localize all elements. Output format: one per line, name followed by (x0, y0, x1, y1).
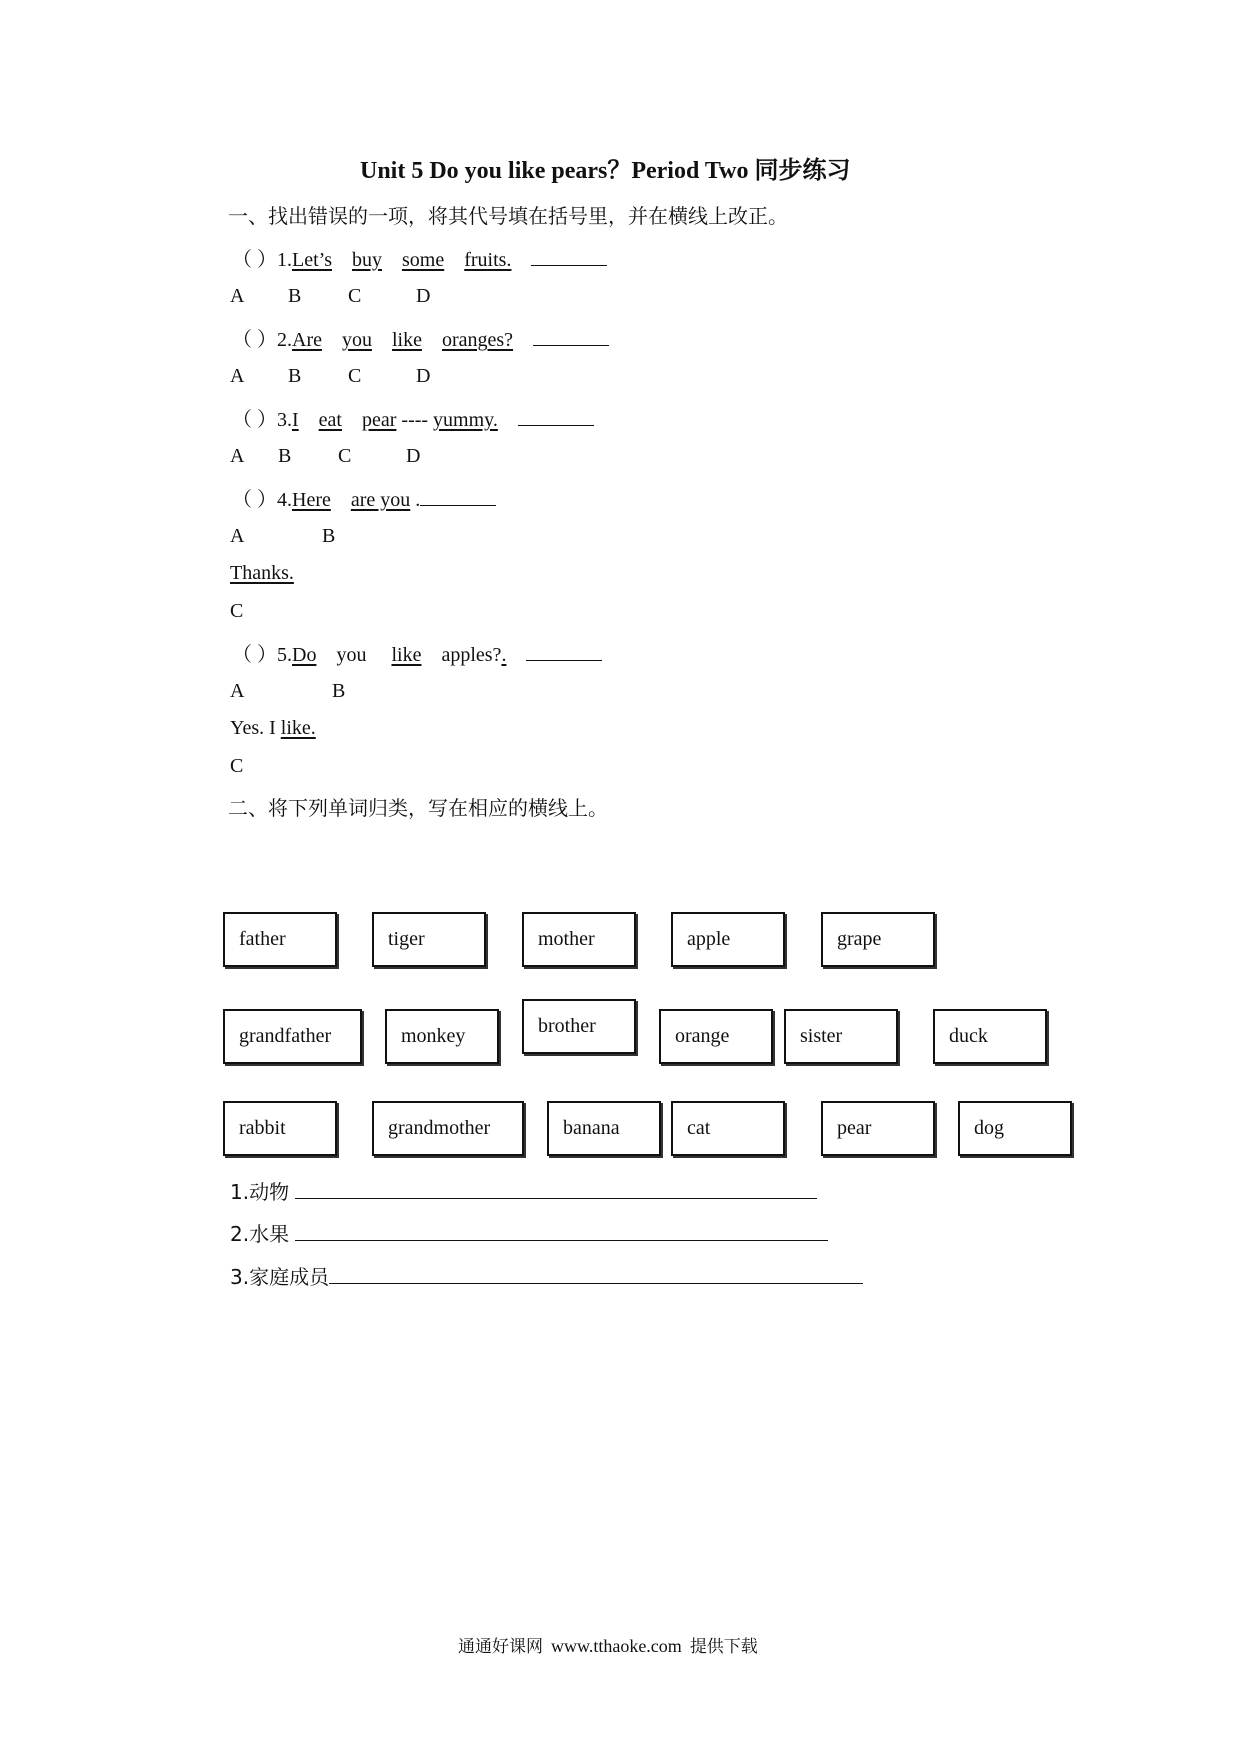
section2-heading: 二、将下列单词归类，写在相应的横线上。 (228, 796, 608, 820)
answer-blank[interactable] (531, 247, 607, 266)
word-box-cat: cat (671, 1101, 785, 1156)
answer-blank[interactable] (518, 407, 594, 426)
word-box-brother: brother (522, 999, 636, 1054)
word-box-orange: orange (659, 1009, 773, 1064)
footer: 通通好课网 www.tthaoke.com 提供下载 (458, 1636, 758, 1657)
page-title: Unit 5 Do you like pears？Period Two 同步练习 (360, 158, 851, 184)
word-box-grape: grape (821, 912, 935, 967)
word-box-mother: mother (522, 912, 636, 967)
category-answer-line[interactable] (295, 1222, 828, 1241)
question-3: （ ）3.I eat pear ---- yummy. (232, 403, 594, 432)
question-4-answer: Thanks. (230, 562, 294, 584)
question-2: （ ）2.Are you like oranges? (232, 323, 609, 352)
word-box-apple: apple (671, 912, 785, 967)
word-box-pear: pear (821, 1101, 935, 1156)
category-family: 3.家庭成员 (230, 1261, 863, 1290)
word-box-rabbit: rabbit (223, 1101, 337, 1156)
question-1: （ ）1.Let’s buy some fruits. (232, 243, 607, 272)
question-5-answer: Yes. I like. (230, 717, 316, 739)
answer-blank[interactable] (420, 487, 496, 506)
word-box-banana: banana (547, 1101, 661, 1156)
word-box-father: father (223, 912, 337, 967)
word-box-grandfather: grandfather (223, 1009, 362, 1064)
word-box-duck: duck (933, 1009, 1047, 1064)
word-box-tiger: tiger (372, 912, 486, 967)
word-box-dog: dog (958, 1101, 1072, 1156)
question-4: （ ）4.Here are you . (232, 483, 496, 512)
category-fruits: 2.水果 (230, 1218, 828, 1247)
answer-blank[interactable] (533, 327, 609, 346)
word-box-sister: sister (784, 1009, 898, 1064)
answer-blank[interactable] (526, 642, 602, 661)
footer-url[interactable]: www.tthaoke.com (551, 1636, 682, 1656)
section1-heading: 一、找出错误的一项，将其代号填在括号里，并在横线上改正。 (228, 204, 788, 228)
category-answer-line[interactable] (295, 1180, 817, 1199)
word-box-monkey: monkey (385, 1009, 499, 1064)
word-box-grandmother: grandmother (372, 1101, 524, 1156)
category-animals: 1.动物 (230, 1176, 817, 1205)
question-5: （ ）5.Do you like apples?. (232, 638, 602, 667)
category-answer-line[interactable] (329, 1265, 863, 1284)
